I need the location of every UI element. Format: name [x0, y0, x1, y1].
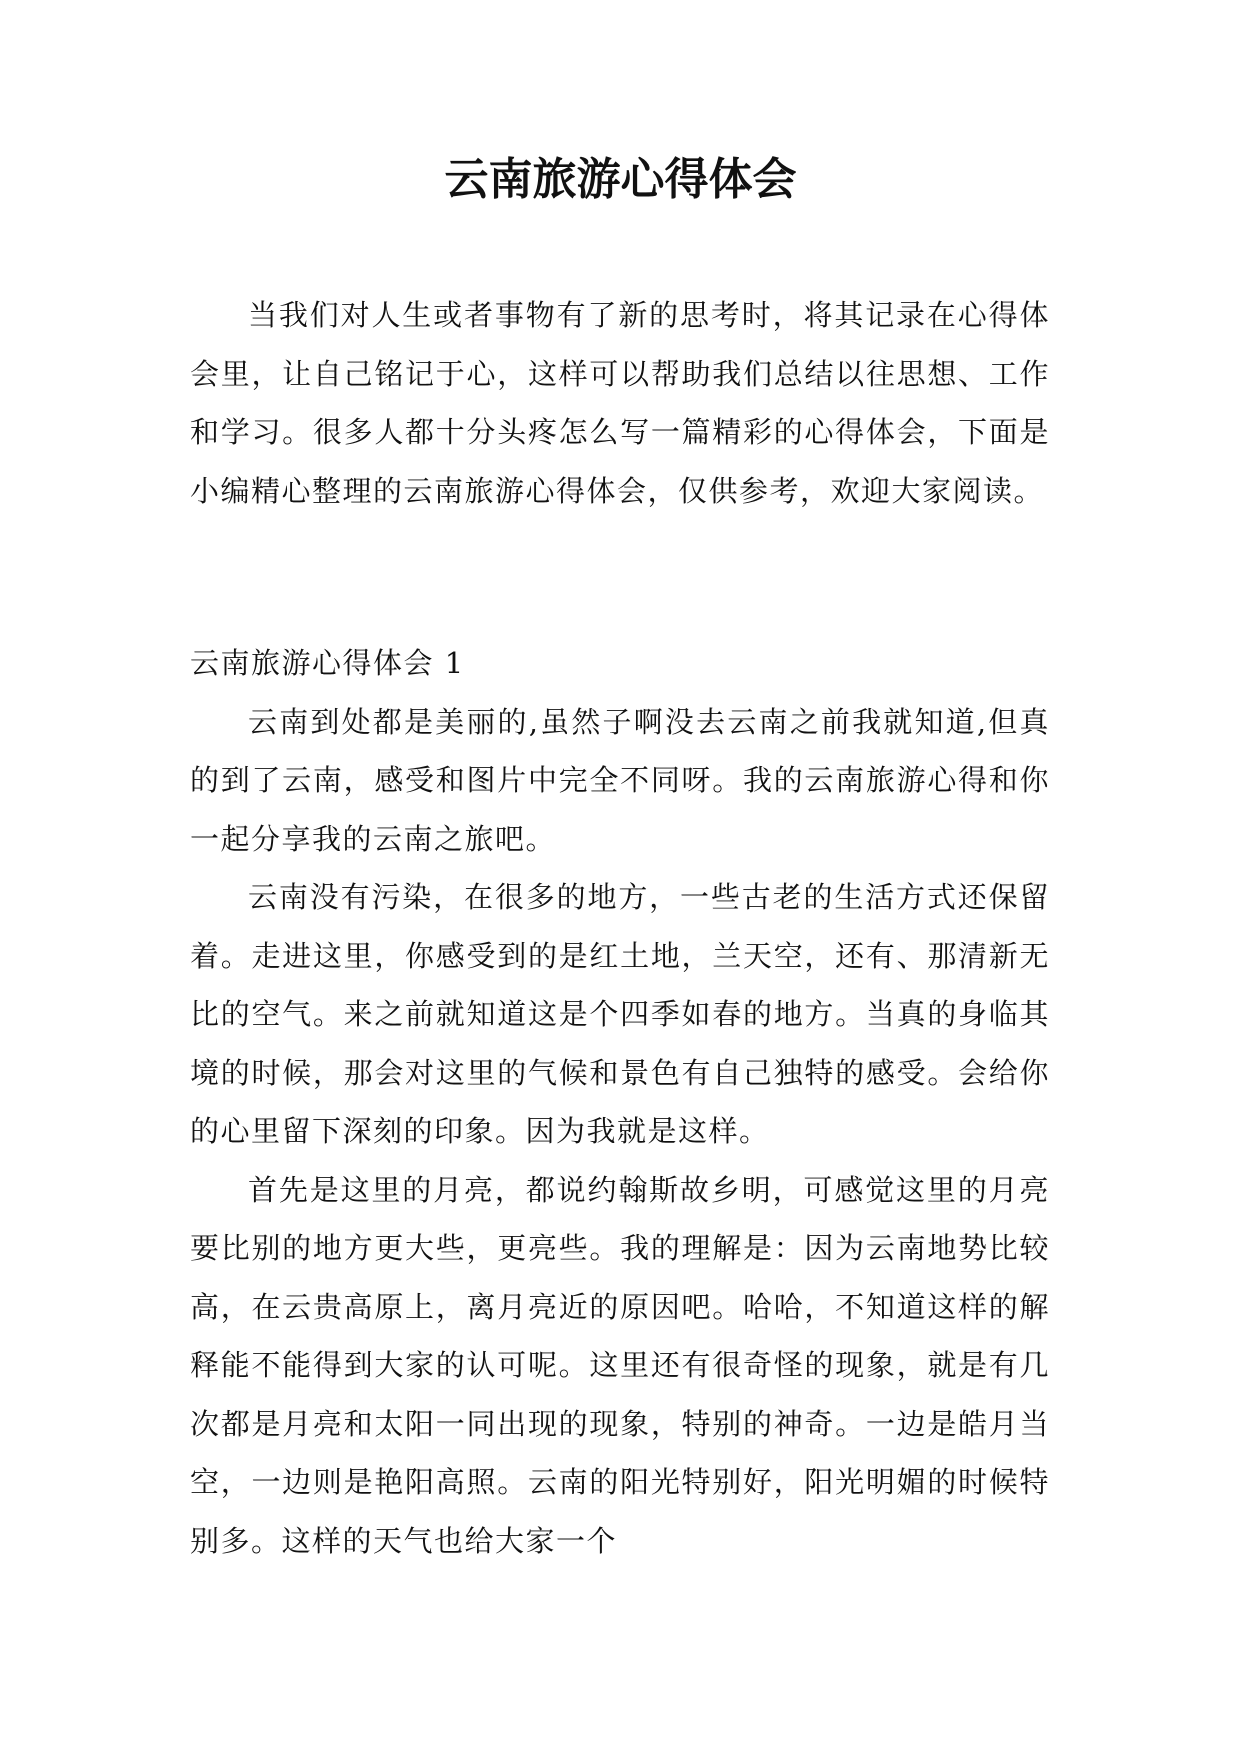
body-paragraph: 云南到处都是美丽的,虽然子啊没去云南之前我就知道,但真的到了云南，感受和图片中完全不同呀。我的云南旅游心得和你一起分享我的云南之旅吧。: [190, 704, 1050, 856]
section-block: [190, 634, 1050, 1570]
body-paragraph: 首先是这里的月亮，都说约翰斯故乡明，可感觉这里的月亮要比别的地方更大些，更亮些。我的理解是：因为云南地势比较高，在云贵高原上，离月亮近的原因吧。哈哈，不知道这样的解释能不能得到大家的认可呢。这里还有很奇怪的现象，就是有几次都是月亮和太阳一同出现的现象，特别的神奇。一边是皓月当空，一边则是艳阳高照。云南的阳光特别好，阳光明媚的时候特别多。这样的天气也给大家一个: [190, 1172, 1050, 1558]
document-title: 云南旅游心得体会: [444, 154, 797, 205]
intro-paragraph: 当我们对人生或者事物有了新的思考时，将其记录在心得体会里，让自己铭记于心，这样可以帮助我们总结以往思想、工作和学习。很多人都十分头疼怎么写一篇精彩的心得体会，下面是小编精心整理的云南旅游心得体会，仅供参考，欢迎大家阅读。: [190, 298, 1050, 508]
intro-block: [190, 286, 1050, 520]
section-heading: 云南旅游心得体会 1: [190, 646, 465, 680]
body-paragraph: 云南没有污染，在很多的地方，一些古老的生活方式还保留着。走进这里，你感受到的是红土地，兰天空，还有、那清新无比的空气。来之前就知道这是个四季如春的地方。当真的身临其境的时候，那会对这里的气候和景色有自己独特的感受。会给你的心里留下深刻的印象。因为我就是这样。: [190, 880, 1050, 1148]
